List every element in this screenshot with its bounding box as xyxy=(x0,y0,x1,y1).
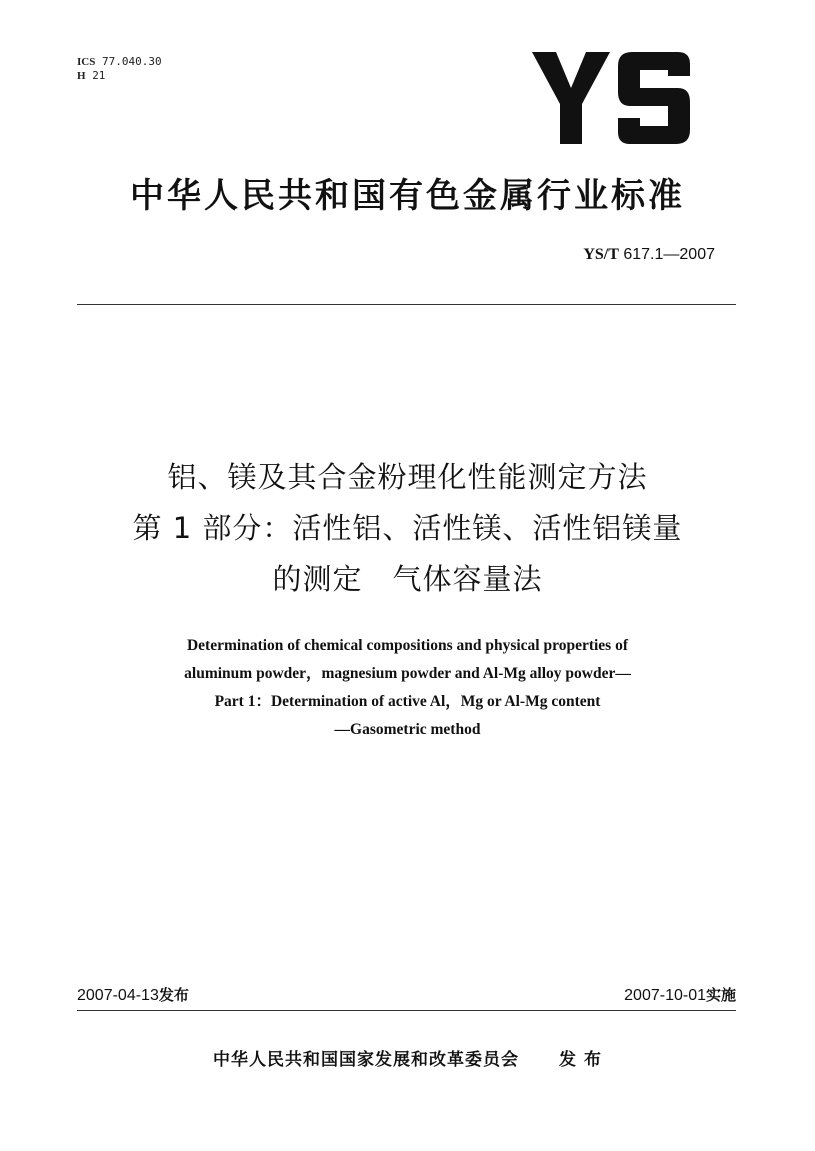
implement-word: 实施 xyxy=(705,986,736,1004)
ccs-line xyxy=(77,69,162,83)
implement-date xyxy=(624,984,736,1005)
issue-date-value: 2007-04-13 xyxy=(77,987,159,1004)
implement-date-value: 2007-10-01 xyxy=(624,987,706,1004)
standard-number xyxy=(583,246,715,264)
title-cn-line-1: 铝、镁及其合金粉理化性能测定方法 xyxy=(167,460,648,494)
document-title-cn xyxy=(0,452,815,605)
ics-line xyxy=(77,55,162,69)
issuer-name: 中华人民共和国国家发展和改革委员会 xyxy=(213,1050,520,1070)
issuing-authority xyxy=(0,1045,815,1070)
issue-date xyxy=(77,984,189,1005)
classification-codes xyxy=(77,55,162,83)
logo-letter-s xyxy=(618,52,690,144)
standard-number-value: 617.1—2007 xyxy=(623,246,715,263)
bottom-divider xyxy=(77,1010,736,1011)
issuer-action: 发 布 xyxy=(559,1050,602,1070)
ccs-code: 21 xyxy=(92,69,106,82)
title-cn-line-3: 的测定 气体容量法 xyxy=(272,562,543,596)
title-en-line-3: Part 1：Determination of active Al，Mg or Al-Mg content xyxy=(214,693,601,710)
document-title-en xyxy=(0,632,815,744)
ys-logo xyxy=(532,52,692,144)
title-cn-line-2: 第 1 部分：活性铝、活性镁、活性铝镁量 xyxy=(132,511,683,545)
ics-label: ICS xyxy=(77,56,96,68)
ics-code: 77.040.30 xyxy=(101,55,162,68)
title-en-line-2: aluminum powder，magnesium powder and Al-Mg alloy powder— xyxy=(184,665,631,682)
title-en-line-1: Determination of chemical compositions and physical properties of xyxy=(186,637,628,654)
standard-number-prefix: YS/T xyxy=(583,246,619,263)
top-divider xyxy=(77,304,736,305)
standard-category-title: 中华人民共和国有色金属行业标准 xyxy=(130,176,685,216)
ccs-label: H xyxy=(77,70,86,82)
logo-letter-y xyxy=(532,52,610,144)
title-en-line-4: —Gasometric method xyxy=(334,721,481,738)
issue-word: 发布 xyxy=(158,986,189,1004)
